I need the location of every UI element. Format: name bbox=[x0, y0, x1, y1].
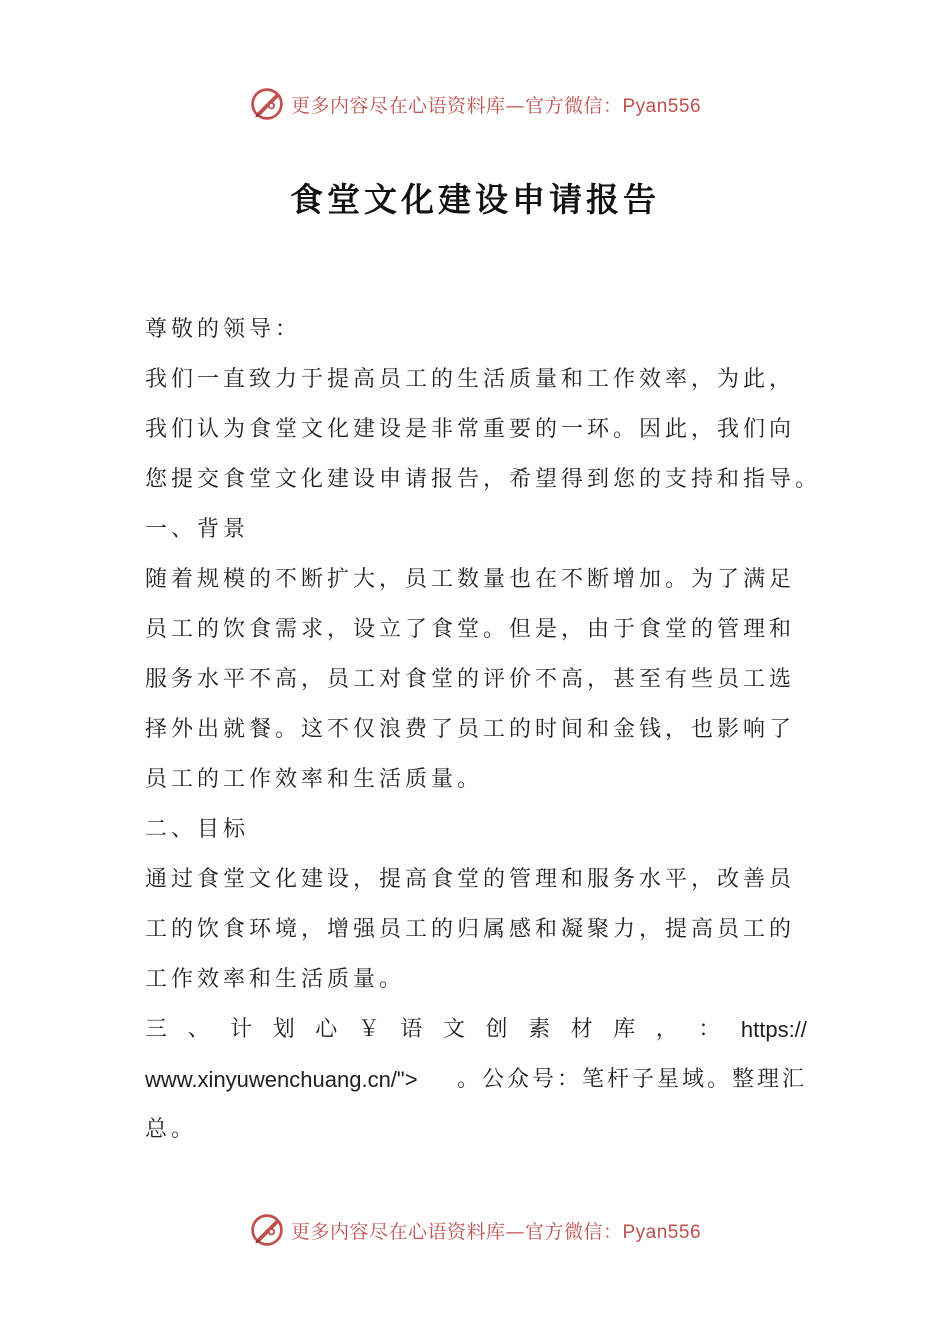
plan-char: ： bbox=[698, 1017, 721, 1042]
paragraph-line: 员工的工作效率和生活质量。 bbox=[145, 767, 484, 792]
paragraph-line bbox=[145, 1055, 807, 1105]
plan-char: ￥ bbox=[357, 1017, 380, 1042]
paragraph-line: 工作效率和生活质量。 bbox=[145, 967, 406, 992]
section-heading-goal: 二、目标 bbox=[145, 817, 250, 842]
plan-url-start: https:// bbox=[740, 1017, 807, 1042]
plan-char: 文 bbox=[442, 1017, 465, 1042]
plan-char: 材 bbox=[570, 1017, 593, 1042]
section-heading-plan bbox=[145, 1005, 807, 1055]
paragraph-line: 您提交食堂文化建设申请报告，希望得到您的支持和指导。 bbox=[145, 467, 822, 492]
plan-char: 计 bbox=[230, 1017, 253, 1042]
paragraph-line: 随着规模的不断扩大，员工数量也在不断增加。为了满足 bbox=[145, 567, 796, 592]
pen-logo-icon bbox=[249, 1212, 285, 1248]
paragraph-line: 我们一直致力于提高员工的生活质量和工作效率，为此， bbox=[145, 367, 796, 392]
plan-char: 库 bbox=[613, 1017, 636, 1042]
document-body bbox=[145, 305, 822, 1155]
paragraph-line: 工的饮食环境，增强员工的归属感和凝聚力，提高员工的 bbox=[145, 917, 796, 942]
document-title: 食堂文化建设申请报告 bbox=[290, 180, 660, 219]
section-heading-background: 一、背景 bbox=[145, 517, 250, 542]
footer-watermark bbox=[0, 1210, 950, 1250]
paragraph-line: 总。 bbox=[145, 1117, 198, 1142]
watermark-text: 更多内容尽在心语资料库—官方微信：Pyan556 bbox=[290, 94, 702, 117]
plan-char: 、 bbox=[187, 1017, 210, 1042]
plan-char: 语 bbox=[400, 1017, 423, 1042]
paragraph-line: 通过食堂文化建设，提高食堂的管理和服务水平，改善员 bbox=[145, 867, 796, 892]
plan-char: ， bbox=[655, 1017, 678, 1042]
plan-char: 三 bbox=[145, 1017, 168, 1042]
plan-char: 创 bbox=[485, 1017, 508, 1042]
salutation: 尊敬的领导： bbox=[145, 317, 302, 342]
paragraph-line: 择外出就餐。这不仅浪费了员工的时间和金钱，也影响了 bbox=[145, 717, 796, 742]
plan-url-rest: www.xinyuwenchuang.cn/"> bbox=[145, 1067, 418, 1092]
plan-line-text: 。公众号：笔杆子星域。整理汇 bbox=[456, 1067, 807, 1092]
header-watermark bbox=[0, 84, 950, 124]
pen-logo-icon bbox=[249, 86, 285, 122]
plan-char: 划 bbox=[272, 1017, 295, 1042]
plan-char: 心 bbox=[315, 1017, 338, 1042]
watermark-text: 更多内容尽在心语资料库—官方微信：Pyan556 bbox=[290, 1220, 702, 1243]
plan-char: 素 bbox=[528, 1017, 551, 1042]
paragraph-line: 服务水平不高，员工对食堂的评价不高，甚至有些员工选 bbox=[145, 667, 796, 692]
paragraph-line: 员工的饮食需求，设立了食堂。但是，由于食堂的管理和 bbox=[145, 617, 796, 642]
paragraph-line: 我们认为食堂文化建设是非常重要的一环。因此，我们向 bbox=[145, 417, 796, 442]
